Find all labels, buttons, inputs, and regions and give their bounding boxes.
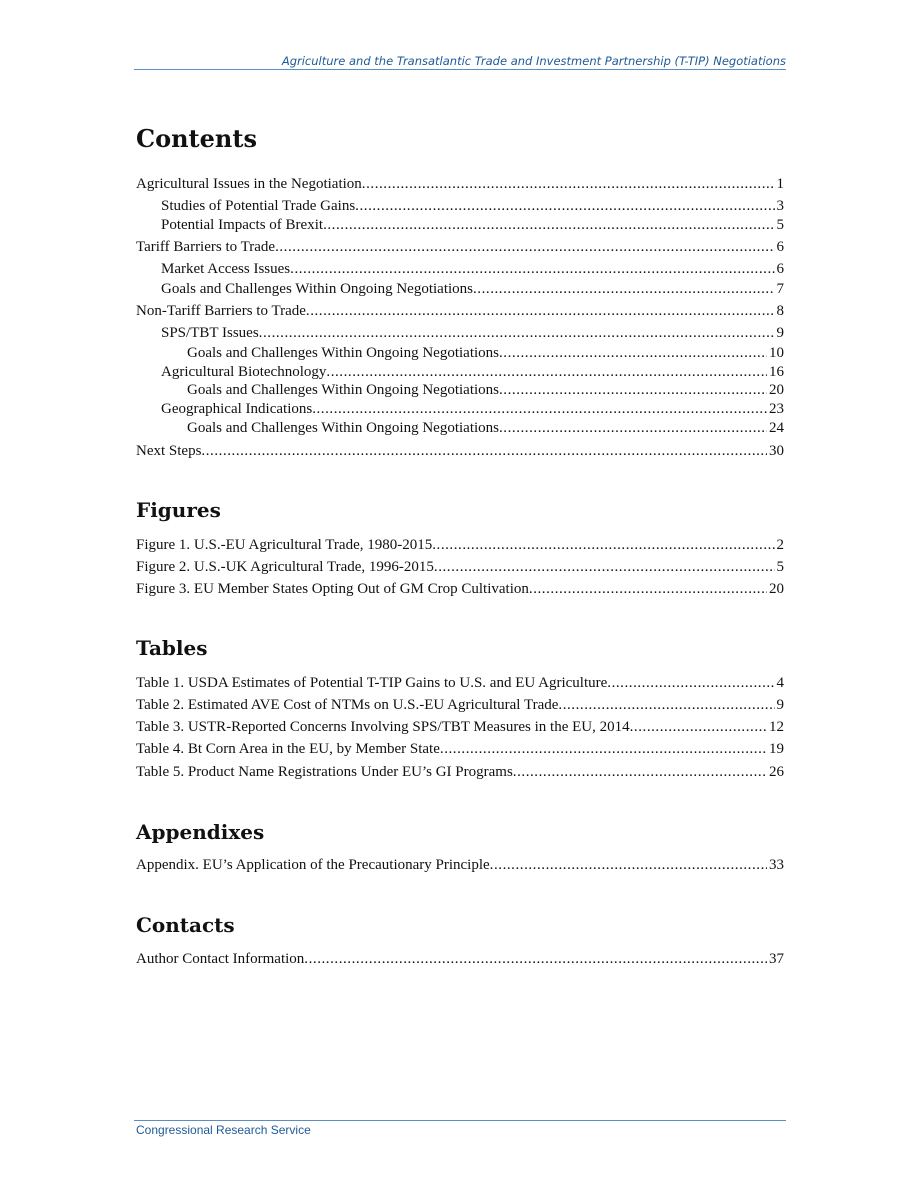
toc-entry-title: Agricultural Biotechnology — [161, 364, 327, 380]
figure-entry[interactable] — [136, 579, 784, 599]
toc-entry[interactable] — [187, 418, 784, 438]
toc-entry-page: 1 — [776, 176, 784, 192]
table-entry[interactable] — [136, 717, 784, 737]
toc-entry-page: 7 — [776, 281, 784, 297]
toc-entry-page: 9 — [776, 325, 784, 341]
toc-entry-title: Goals and Challenges Within Ongoing Negotiations — [187, 420, 499, 436]
toc-entry-page: 2 — [776, 537, 784, 553]
running-header: Agriculture and the Transatlantic Trade and Investment Partnership (T-TIP) Negotiations — [281, 54, 786, 68]
dot-leader — [499, 418, 767, 438]
dot-leader — [306, 301, 775, 321]
table-entry[interactable] — [136, 762, 784, 782]
dot-leader — [362, 174, 775, 194]
toc-entry-title: Tariff Barriers to Trade — [136, 239, 276, 255]
toc-entry[interactable] — [136, 301, 784, 321]
figure-entry[interactable] — [136, 557, 784, 577]
toc-entry-page: 19 — [769, 741, 784, 757]
dot-leader — [432, 535, 774, 555]
toc-entry-page: 8 — [776, 303, 784, 319]
appendix-entry[interactable] — [136, 855, 784, 875]
toc-entry[interactable] — [136, 441, 784, 461]
toc-entry-title: Goals and Challenges Within Ongoing Negotiations — [161, 281, 473, 297]
dot-leader — [201, 441, 767, 461]
toc-entry-page: 24 — [769, 420, 784, 436]
toc-entry-page: 16 — [769, 364, 784, 380]
toc-entry-page: 4 — [776, 675, 784, 691]
toc-entry-title: Agricultural Issues in the Negotiation — [136, 176, 362, 192]
toc-entry-page: 37 — [769, 951, 784, 967]
table-entry[interactable] — [136, 673, 784, 693]
dot-leader — [499, 343, 767, 363]
dot-leader — [630, 717, 767, 737]
toc-entry[interactable] — [136, 237, 784, 257]
header-rule — [134, 69, 786, 70]
figure-entry[interactable] — [136, 535, 784, 555]
toc-entry[interactable] — [161, 362, 784, 382]
toc-entry-page: 6 — [776, 261, 784, 277]
dot-leader — [434, 557, 775, 577]
toc-entry-title: Table 2. Estimated AVE Cost of NTMs on U.S.-EU Agricultural Trade — [136, 697, 559, 713]
footer-publisher: Congressional Research Service — [136, 1123, 311, 1137]
appendixes-heading: Appendixes — [136, 820, 265, 844]
toc-entry-title: Table 5. Product Name Registrations Under EU’s GI Programs — [136, 764, 513, 780]
toc-entry-page: 26 — [769, 764, 784, 780]
toc-entry-title: Figure 3. EU Member States Opting Out of GM Crop Cultivation — [136, 581, 529, 597]
dot-leader — [326, 362, 767, 382]
contents-heading: Contents — [136, 124, 257, 153]
toc-entry-title: Non-Tariff Barriers to Trade — [136, 303, 306, 319]
toc-entry-title: Market Access Issues — [161, 261, 291, 277]
toc-entry-title: Figure 1. U.S.-EU Agricultural Trade, 1980-2015 — [136, 537, 433, 553]
toc-entry-page: 9 — [776, 697, 784, 713]
dot-leader — [529, 579, 767, 599]
dot-leader — [607, 673, 774, 693]
dot-leader — [473, 279, 775, 299]
dot-leader — [259, 323, 775, 343]
toc-entry-page: 10 — [769, 345, 784, 361]
table-entry[interactable] — [136, 695, 784, 715]
toc-entry-title: Table 4. Bt Corn Area in the EU, by Member State — [136, 741, 440, 757]
toc-entry-title: Goals and Challenges Within Ongoing Negotiations — [187, 382, 499, 398]
dot-leader — [440, 739, 767, 759]
toc-entry[interactable] — [187, 343, 784, 363]
toc-entry-page: 30 — [769, 443, 784, 459]
toc-entry[interactable] — [161, 399, 784, 419]
toc-entry[interactable] — [136, 174, 784, 194]
toc-entry-title: Table 1. USDA Estimates of Potential T-TIP Gains to U.S. and EU Agriculture — [136, 675, 608, 691]
toc-entry-page: 20 — [769, 581, 784, 597]
contacts-heading: Contacts — [136, 913, 235, 937]
dot-leader — [304, 949, 767, 969]
dot-leader — [275, 237, 774, 257]
toc-entry-title: Figure 2. U.S.-UK Agricultural Trade, 1996-2015 — [136, 559, 434, 575]
toc-entry-page: 3 — [776, 198, 784, 214]
dot-leader — [355, 196, 774, 216]
toc-entry-page: 6 — [776, 239, 784, 255]
toc-entry-title: Next Steps — [136, 443, 202, 459]
dot-leader — [323, 215, 774, 235]
toc-entry-title: Studies of Potential Trade Gains — [161, 198, 356, 214]
dot-leader — [499, 380, 767, 400]
toc-entry-page: 12 — [769, 719, 784, 735]
toc-entry[interactable] — [161, 323, 784, 343]
toc-entry-page: 23 — [769, 401, 784, 417]
toc-entry-page: 33 — [769, 857, 784, 873]
dot-leader — [490, 855, 767, 875]
footer-rule — [134, 1120, 786, 1121]
toc-entry[interactable] — [187, 380, 784, 400]
dot-leader — [312, 399, 767, 419]
contact-entry[interactable] — [136, 949, 784, 969]
toc-entry-title: SPS/TBT Issues — [161, 325, 259, 341]
toc-entry[interactable] — [161, 196, 784, 216]
toc-entry[interactable] — [161, 259, 784, 279]
toc-entry-page: 5 — [776, 217, 784, 233]
toc-entry-title: Goals and Challenges Within Ongoing Negotiations — [187, 345, 499, 361]
toc-entry-title: Author Contact Information — [136, 951, 305, 967]
toc-entry-title: Potential Impacts of Brexit — [161, 217, 324, 233]
tables-heading: Tables — [136, 636, 208, 660]
toc-entry-page: 5 — [776, 559, 784, 575]
figures-heading: Figures — [136, 498, 221, 522]
dot-leader — [558, 695, 774, 715]
toc-entry[interactable] — [161, 215, 784, 235]
toc-entry-title: Table 3. USTR-Reported Concerns Involving SPS/TBT Measures in the EU, 2014 — [136, 719, 630, 735]
table-entry[interactable] — [136, 739, 784, 759]
toc-entry-title: Appendix. EU’s Application of the Precautionary Principle — [136, 857, 490, 873]
toc-entry-title: Geographical Indications — [161, 401, 313, 417]
dot-leader — [513, 762, 767, 782]
toc-entry[interactable] — [161, 279, 784, 299]
toc-entry-page: 20 — [769, 382, 784, 398]
dot-leader — [290, 259, 774, 279]
